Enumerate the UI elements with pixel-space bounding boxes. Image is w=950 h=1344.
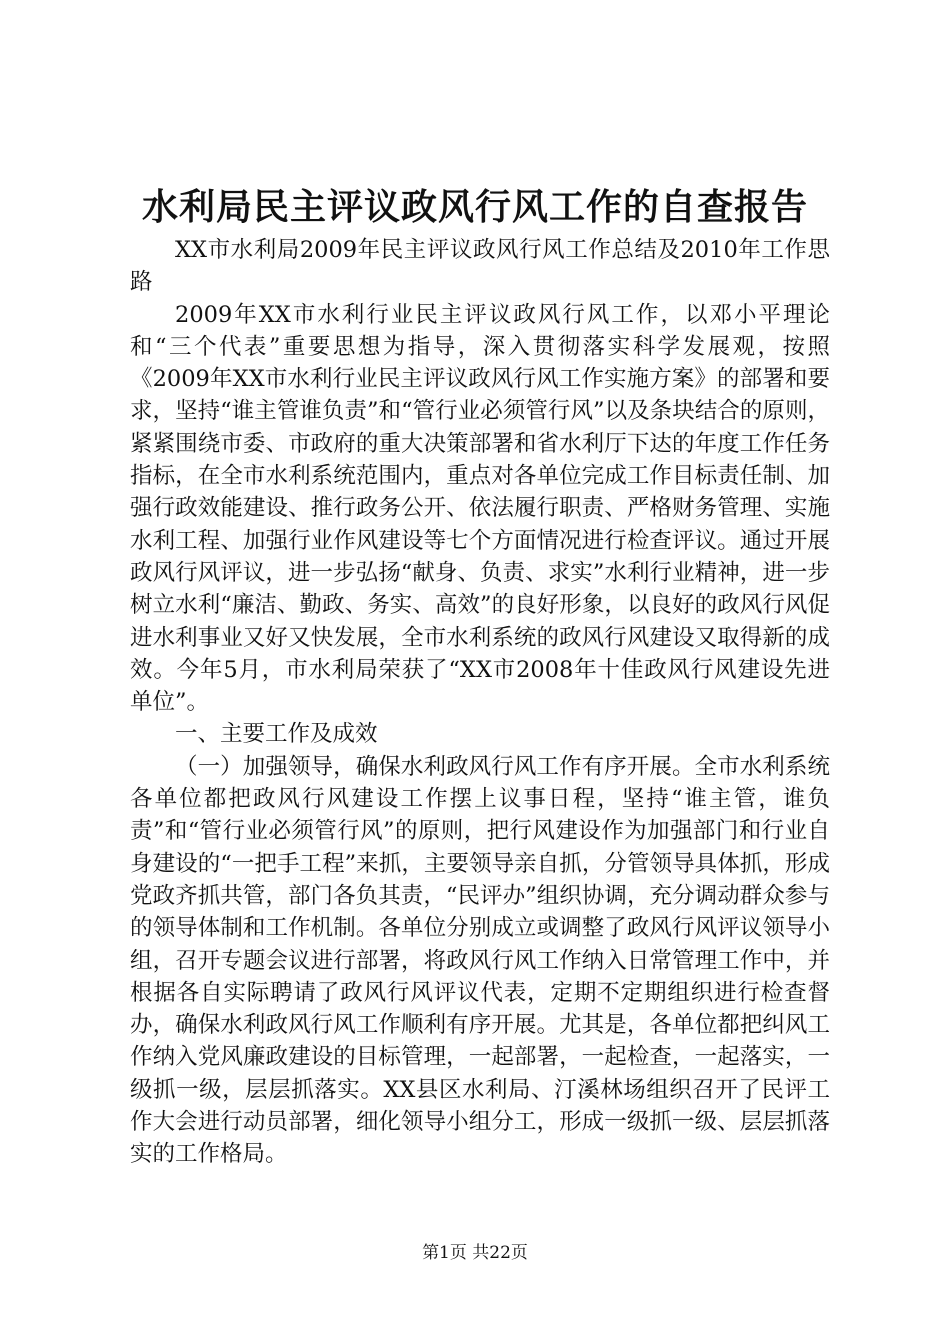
subtitle-paragraph: XX市水利局2009年民主评议政风行风工作总结及2010年工作思路 bbox=[130, 237, 830, 296]
intro-paragraph: 2009年XX市水利行业民主评议政风行风工作，以邓小平理论和“三个代表”重要思想为指导，深入贯彻落实科学发展观，按照《2009年XX市水利行业民主评议政风行风工作实施方案》的部署和要求，坚持“谁主管谁负责”和“管行业必须管行风”以及条块结合的原则，紧紧围绕市委、市政府的重大决策部署和省水利厅下达的年度工作任务指标，在全市水利系统范围内，重点对各单位完成工作目标责任制、加强行政效能建设、推行政务公开、依法履行职责、严格财务管理、实施水利工程、加强行业作风建设等七个方面情况进行检查评议。通过开展政风行风评议，进一步弘扬“献身、负责、求实”水利行业精神，进一步树立水利“廉洁、勤政、务实、高效”的良好形象，以良好的政风行风促进水利事业又好又快发展，全市水利系统的政风行风建设又取得新的成效。今年5月，市水利局荣获了“XX市2008年十佳政风行风建设先进单位”。 bbox=[130, 301, 830, 716]
section-heading: 一、主要工作及成效 bbox=[175, 721, 378, 748]
document-body bbox=[130, 234, 830, 1171]
page-footer: 第1页 共22页 bbox=[422, 1243, 528, 1263]
document-title: 水利局民主评议政风行风工作的自查报告 bbox=[141, 187, 808, 228]
section-paragraph: （一）加强领导，确保水利政风行风工作有序开展。全市水利系统各单位都把政风行风建设工作摆上议事日程，坚持“谁主管，谁负责”和“管行业必须管行风”的原则，把行风建设作为加强部门和行业自身建设的“一把手工程”来抓，主要领导亲自抓，分管领导具体抓，形成党政齐抓共管，部门各负其责，“民评办”组织协调，充分调动群众参与的领导体制和工作机制。各单位分别成立或调整了政风行风评议领导小组，召开专题会议进行部署，将政风行风工作纳入日常管理工作中，并根据各自实际聘请了政风行风评议代表，定期不定期组织进行检查督办，确保水利政风行风工作顺利有序开展。尤其是，各单位都把纠风工作纳入党风廉政建设的目标管理，一起部署，一起检查，一起落实，一级抓一级，层层抓落实。XX县区水利局、汀溪林场组织召开了民评工作大会进行动员部署，细化领导小组分工，形成一级抓一级、层层抓落实的工作格局。 bbox=[130, 753, 830, 1168]
